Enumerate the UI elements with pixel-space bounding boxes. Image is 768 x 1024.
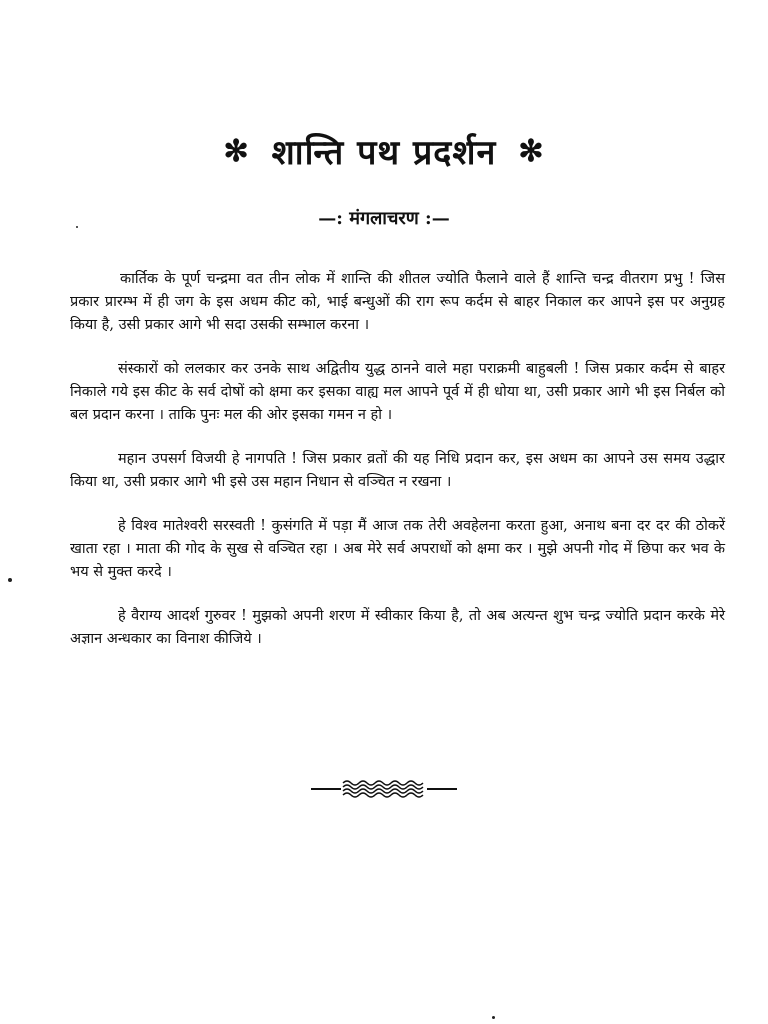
paragraph: हे विश्व मातेश्वरी सरस्वती ! कुसंगति में पड़ा मैं आज तक तेरी अवहेलना करता हुआ, अनाथ बना दर दर की ठोकरें खाता रहा । माता की गोद के सुख से वञ्चित रहा । अब मेरे सर्व अपराधों को क्षमा कर । मुझे अपनी गोद में छिपा कर भव के भय से मुक्त करदे ।: [70, 518, 725, 580]
scan-speck: [76, 226, 78, 228]
paragraph: संस्कारों को ललकार कर उनके साथ अद्वितीय युद्ध ठानने वाले महा पराक्रमी बाहुबली ! जिस प्रकार कर्दम से बाहर निकाले गये इस कीट के सर्व दोषों को क्षमा कर इसका वाह्य मल आपने पूर्व में ही धोया था, उसी प्रकार आगे भी इस निर्बल को बल प्रदान करना । ताकि पुनः मल की ओर इसका गमन न हो ।: [70, 361, 725, 423]
prayer-body: [70, 268, 725, 672]
scan-speck: [8, 578, 12, 582]
star-ornament-left-icon: ✻: [223, 133, 250, 169]
page-title: [0, 128, 768, 174]
wavy-divider-icon: [309, 776, 459, 802]
paragraph: महान उपसर्ग विजयी हे नागपति ! जिस प्रकार व्रतों की यह निधि प्रदान कर, इस अधम का आपने उस समय उद्धार किया था, उसी प्रकार आगे भी इसे उस महान निधान से वञ्चित न रखना ।: [70, 451, 725, 490]
paragraph: कार्तिक के पूर्ण चन्द्रमा वत तीन लोक में शान्ति की शीतल ज्योति फैलाने वाले हैं शान्ति चन्द्र वीतराग प्रभु ! जिस प्रकार प्रारम्भ में ही जग के इस अधम कीट को, भाई बन्धुओं की राग रूप कर्दम से बाहर निकाल कर आपने इस पर अनुग्रह किया है, उसी प्रकार आगे भी सदा उसकी सम्भाल करना ।: [70, 271, 725, 333]
paragraph: हे वैराग्य आदर्श गुरुवर ! मुझको अपनी शरण में स्वीकार किया है, तो अब अत्यन्त शुभ चन्द्र ज्योति प्रदान करके मेरे अज्ञान अन्धकार का विनाश कीजिये ।: [70, 608, 725, 647]
title-text: शान्ति पथ प्रदर्शन: [271, 133, 497, 173]
end-ornament: [0, 776, 768, 806]
scan-speck: [492, 1016, 495, 1019]
star-ornament-right-icon: ✻: [518, 133, 545, 169]
section-heading: —: मंगलाचरण :—: [318, 208, 450, 229]
